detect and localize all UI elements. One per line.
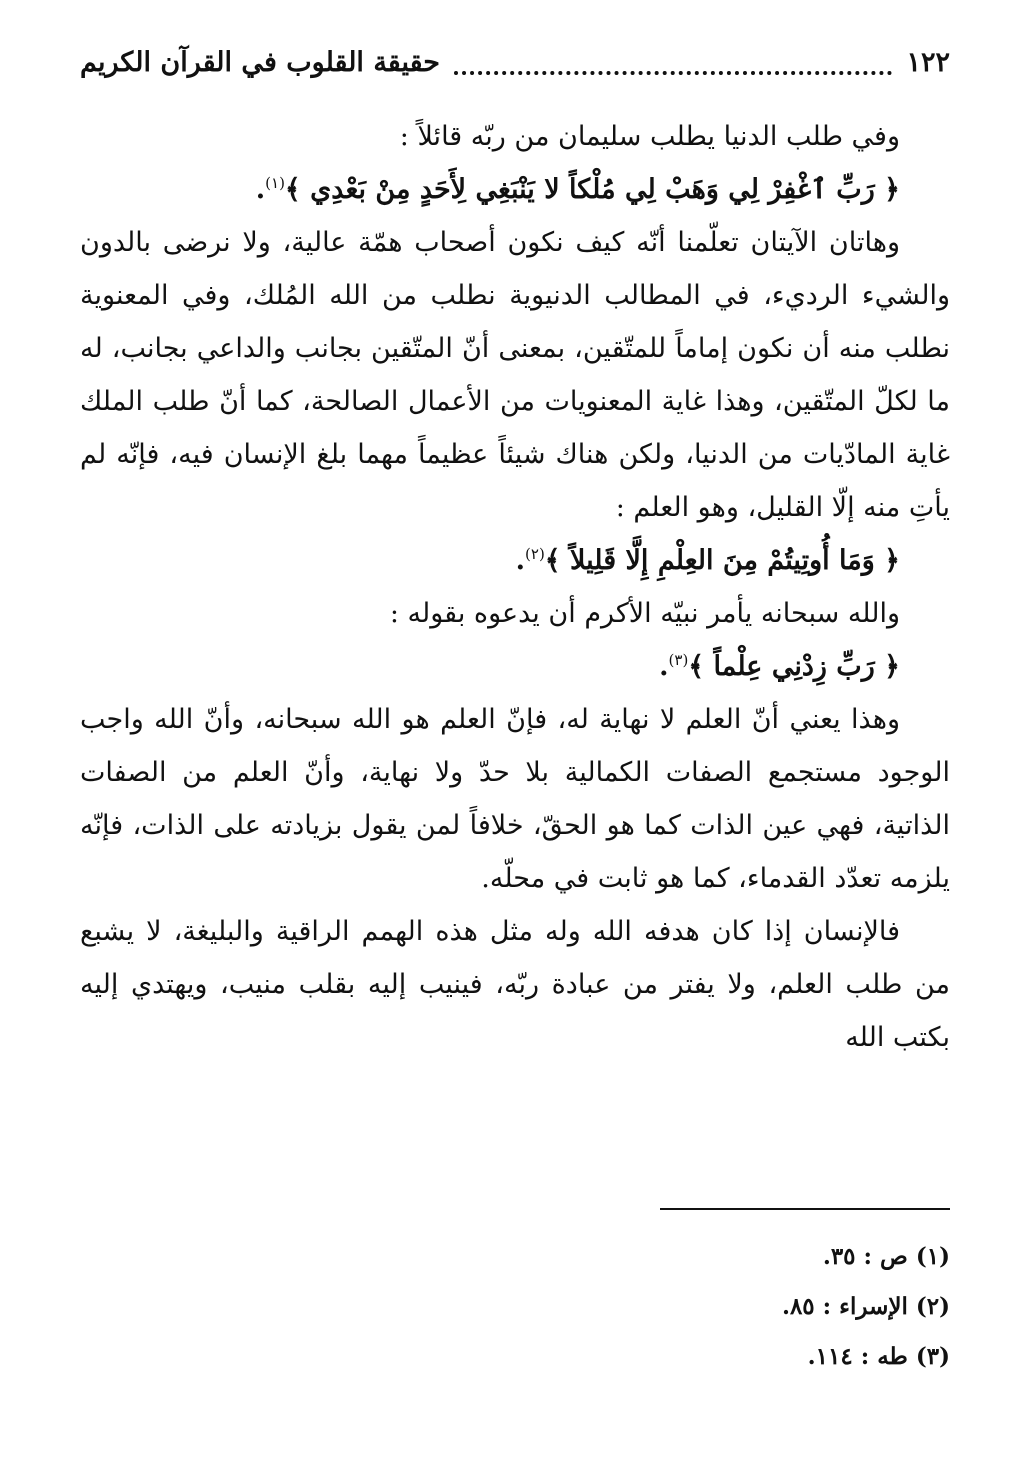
verse-close-bracket: ﴾ <box>688 651 705 682</box>
page-header <box>80 40 950 84</box>
paragraph: والله سبحانه يأمر نبيّه الأكرم أن يدعوه بقوله : <box>389 598 900 629</box>
verse-close-bracket: ﴾ <box>284 174 301 205</box>
footnote: (١) ص : ٣٥. <box>822 1243 950 1270</box>
footnote-marker[interactable]: (٢) <box>525 545 545 563</box>
footnote: (٣) طه : ١١٤. <box>807 1343 950 1370</box>
footnote-separator <box>660 1208 950 1210</box>
verse-end: . <box>255 174 266 205</box>
page-number: ١٢٢ <box>906 46 950 78</box>
paragraph: وفي طلب الدنيا يطلب سليمان من ربّه قائلاً : <box>399 121 900 152</box>
verse-end: . <box>515 545 526 576</box>
verse-text: وَمَا أُوتِيتُمْ مِنَ العِلْمِ إِلَّا قَلِيلاً <box>570 545 875 576</box>
verse-open-bracket: ﴿ <box>884 174 900 205</box>
verse-close-bracket: ﴾ <box>544 545 561 576</box>
verse-end: . <box>659 651 669 682</box>
quran-verse <box>80 640 950 693</box>
footnote-marker[interactable]: (١) <box>265 174 285 192</box>
running-title: حقيقة القلوب في القرآن الكريم <box>80 46 440 78</box>
quran-verse <box>80 163 950 216</box>
footnote: (٢) الإسراء : ٨٥. <box>781 1293 950 1320</box>
quran-verse <box>80 534 950 587</box>
main-text <box>80 110 950 1064</box>
verse-text: رَبِّ زِدْنِي عِلْماً <box>713 651 875 682</box>
footnotes <box>80 1232 950 1382</box>
verse-open-bracket: ﴿ <box>884 651 900 682</box>
dotted-leader <box>454 61 893 75</box>
verse-open-bracket: ﴿ <box>884 545 900 576</box>
paragraph: وهاتان الآيتان تعلّمنا أنّه كيف نكون أصحاب همّة عالية، ولا نرضى بالدون والشيء الرديء، في المطالب الدنيوية نطلب من الله المُلك، وفي المعنوية نطلب منه أن نكون إماماً للمتّقين، بمعنى أنّ المتّقين بجانب والداعي بجانب، له ما لكلّ المتّقين، وهذا غاية المعنويات من الأعمال الصالحة، كما أنّ طلب الملك غاية المادّيات من الدنيا، ولكن هناك شيئاً عظيماً مهما بلغ الإنسان فيه، فإنّه لم يأتِ منه إلّا القليل، وهو العلم : <box>80 227 950 523</box>
paragraph: فالإنسان إذا كان هدفه الله وله مثل هذه الهمم الراقية والبليغة، لا يشبع من طلب العلم، ولا يفتر من عبادة ربّه، فينيب إليه بقلب منيب، ويهتدي إليه بكتب الله <box>80 916 950 1053</box>
paragraph: وهذا يعني أنّ العلم لا نهاية له، فإنّ العلم هو الله سبحانه، وأنّ الله واجب الوجود مستجمع الصفات الكمالية بلا حدّ ولا نهاية، وأنّ العلم من الصفات الذاتية، فهي عين الذات كما هو الحقّ، خلافاً لمن يقول بزيادته على الذات، فإنّه يلزمه تعدّد القدماء، كما هو ثابت في محلّه. <box>80 704 950 894</box>
footnote-marker[interactable]: (٣) <box>668 651 689 669</box>
verse-text: رَبِّ ٱغْفِرْ لِي وَهَبْ لِي مُلْكاً لا يَنْبَغِي لِأَحَدٍ مِنْ بَعْدِي <box>310 174 875 205</box>
